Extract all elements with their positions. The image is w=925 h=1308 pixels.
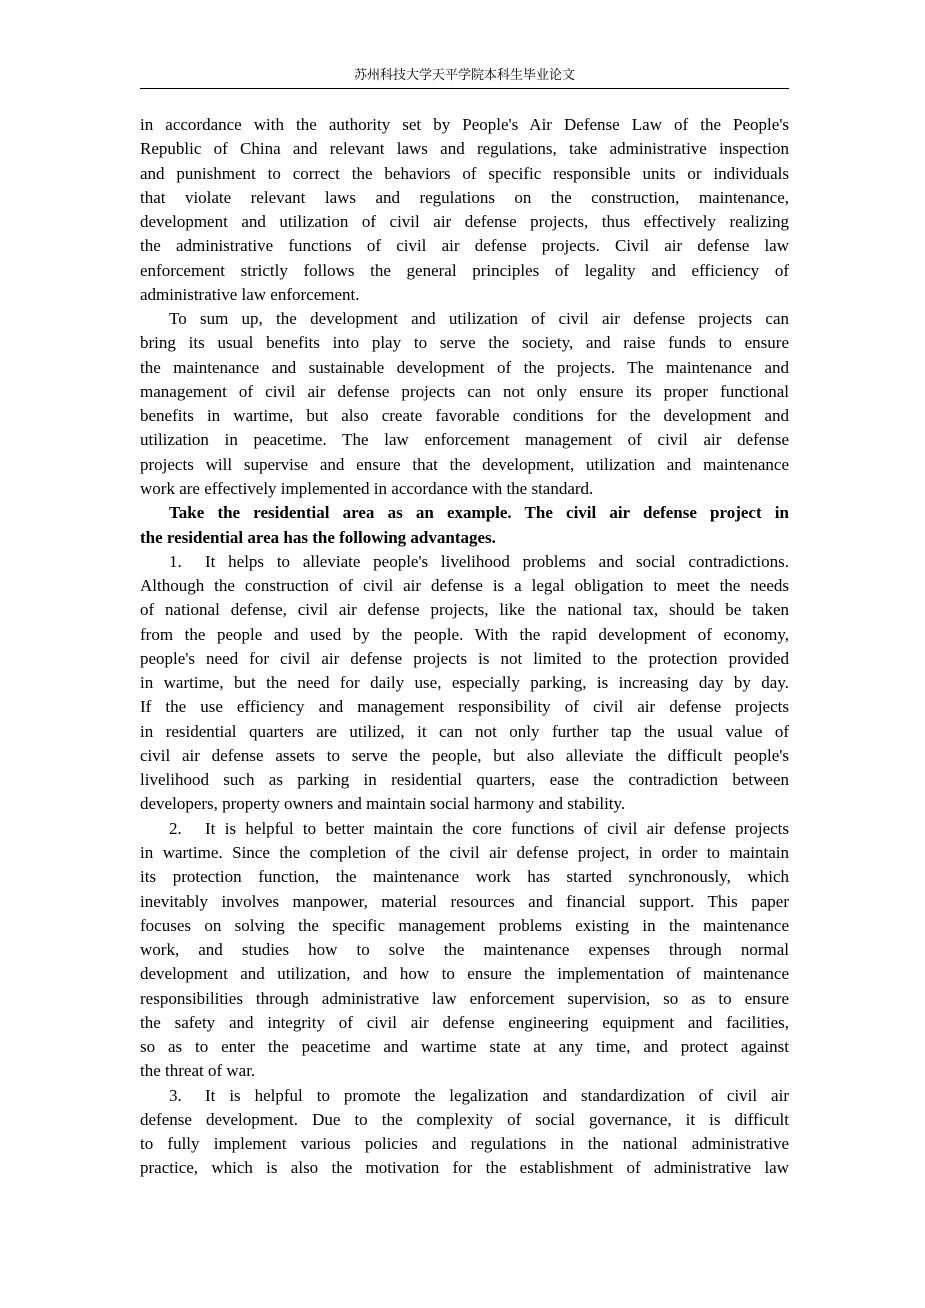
- text-line: [140, 792, 789, 816]
- line-text: development and utilization of civil air defense projects, thus effectively realizing: [140, 212, 789, 232]
- line-text: bring its usual benefits into play to serve the society, and raise funds to ensure: [140, 333, 789, 353]
- text-line: [140, 623, 789, 647]
- text-line: [140, 380, 789, 404]
- line-text: of national defense, civil air defense projects, like the national tax, should be taken: [140, 600, 789, 620]
- line-text: defense development. Due to the complexity of social governance, it is difficult: [140, 1109, 789, 1129]
- text-line: [140, 574, 789, 598]
- line-text: that violate relevant laws and regulations on the construction, maintenance,: [140, 187, 789, 207]
- line-text: It helps to alleviate people's livelihood problems and social contradictions.: [205, 551, 789, 571]
- line-text: in residential quarters are utilized, it can not only further tap the usual value of: [140, 721, 789, 741]
- line-text: benefits in wartime, but also create favorable conditions for the development and: [140, 406, 789, 426]
- line-text: administrative law enforcement.: [140, 284, 360, 304]
- text-line: [140, 404, 789, 428]
- line-text: To sum up, the development and utilization of civil air defense projects can: [169, 309, 789, 329]
- text-line: [140, 283, 789, 307]
- line-text: livelihood such as parking in residential quarters, ease the contradiction between: [140, 770, 789, 790]
- text-line: [140, 695, 789, 719]
- line-text: the maintenance and sustainable development of the projects. The maintenance and: [140, 357, 789, 377]
- line-text: enforcement strictly follows the general principles of legality and efficiency of: [140, 260, 789, 280]
- text-line: [140, 331, 789, 355]
- paragraph: [140, 113, 789, 307]
- text-line: [140, 137, 789, 161]
- text-line: [140, 598, 789, 622]
- text-line: [140, 914, 789, 938]
- line-text: Republic of China and relevant laws and regulations, take administrative inspection: [140, 139, 789, 159]
- text-line: [140, 234, 789, 258]
- text-line: [140, 477, 789, 501]
- text-line: [140, 671, 789, 695]
- line-text: Although the construction of civil air defense is a legal obligation to meet the needs: [140, 576, 789, 596]
- text-line: [140, 1156, 789, 1180]
- line-text: the administrative functions of civil air defense projects. Civil air defense law: [140, 236, 789, 256]
- text-line: [140, 1011, 789, 1035]
- line-text: utilization in peacetime. The law enforcement management of civil air defense: [140, 430, 789, 450]
- numbered-paragraph: [140, 550, 789, 817]
- text-line: [140, 186, 789, 210]
- text-line: [140, 817, 789, 841]
- text-line: [140, 453, 789, 477]
- line-text: in accordance with the authority set by People's Air Defense Law of the People's: [140, 115, 789, 134]
- text-line: [140, 865, 789, 889]
- line-text: management of civil air defense projects can not only ensure its proper functional: [140, 381, 789, 401]
- line-text: civil air defense assets to serve the people, but also alleviate the difficult people's: [140, 745, 789, 765]
- line-text: so as to enter the peacetime and wartime state at any time, and protect against: [140, 1037, 789, 1057]
- line-text: work, and studies how to solve the maintenance expenses through normal: [140, 940, 789, 960]
- text-line: [140, 841, 789, 865]
- line-text: people's need for civil air defense projects is not limited to the protection provided: [140, 648, 789, 668]
- list-number: 3.: [169, 1085, 182, 1105]
- text-line: [140, 1108, 789, 1132]
- list-number: 2.: [169, 818, 182, 838]
- text-line: [140, 1059, 789, 1083]
- line-text: It is helpful to better maintain the core functions of civil air defense projects: [205, 818, 789, 838]
- line-text: to fully implement various policies and regulations in the national administrative: [140, 1134, 789, 1154]
- line-text: work are effectively implemented in accordance with the standard.: [140, 478, 594, 498]
- text-line: [140, 113, 789, 137]
- text-line: [140, 259, 789, 283]
- text-line: [140, 526, 789, 550]
- text-line: [140, 647, 789, 671]
- line-text: inevitably involves manpower, material resources and financial support. This paper: [140, 891, 789, 911]
- text-line: [140, 744, 789, 768]
- text-line: [140, 501, 789, 525]
- text-line: [140, 768, 789, 792]
- line-text: from the people and used by the people. With the rapid development of economy,: [140, 624, 789, 644]
- text-line: [140, 356, 789, 380]
- line-text: practice, which is also the motivation for the establishment of administrative law: [140, 1158, 789, 1178]
- line-text: in wartime, but the need for daily use, especially parking, is increasing day by day.: [140, 673, 789, 693]
- line-text: If the use efficiency and management responsibility of civil air defense projects: [140, 697, 789, 717]
- line-text: and punishment to correct the behaviors of specific responsible units or individuals: [140, 163, 789, 183]
- line-text: the safety and integrity of civil air defense engineering equipment and facilities,: [140, 1012, 789, 1032]
- text-line: [140, 210, 789, 234]
- line-text: the residential area has the following advantages.: [140, 527, 496, 547]
- document-body: [140, 113, 789, 1181]
- text-line: [140, 1084, 789, 1108]
- text-line: [140, 162, 789, 186]
- line-text: responsibilities through administrative law enforcement supervision, so as to ensure: [140, 988, 789, 1008]
- line-text: projects will supervise and ensure that the development, utilization and maintenance: [140, 454, 789, 474]
- line-text: Take the residential area as an example. The civil air defense project in: [169, 503, 789, 523]
- line-text: developers, property owners and maintain social harmony and stability.: [140, 794, 626, 814]
- text-line: [140, 1035, 789, 1059]
- paragraph: [140, 307, 789, 501]
- line-text: the threat of war.: [140, 1061, 256, 1081]
- text-line: [140, 938, 789, 962]
- header-rule: [140, 88, 789, 89]
- text-line: [140, 1132, 789, 1156]
- text-line: [140, 890, 789, 914]
- line-text: It is helpful to promote the legalization and standardization of civil air: [205, 1085, 789, 1105]
- line-text: in wartime. Since the completion of the civil air defense project, in order to maintain: [140, 842, 789, 862]
- text-line: [140, 720, 789, 744]
- bold-paragraph: [140, 501, 789, 550]
- numbered-paragraph: [140, 1084, 789, 1181]
- page-header: 苏州科技大学天平学院本科生毕业论文: [353, 68, 575, 83]
- text-line: [140, 550, 789, 574]
- line-text: its protection function, the maintenance work has started synchronously, which: [140, 867, 789, 887]
- line-text: development and utilization, and how to ensure the implementation of maintenance: [140, 964, 789, 984]
- text-line: [140, 962, 789, 986]
- numbered-paragraph: [140, 817, 789, 1084]
- text-line: [140, 307, 789, 331]
- line-text: focuses on solving the specific management problems existing in the maintenance: [140, 915, 789, 935]
- text-line: [140, 987, 789, 1011]
- text-line: [140, 428, 789, 452]
- list-number: 1.: [169, 551, 182, 571]
